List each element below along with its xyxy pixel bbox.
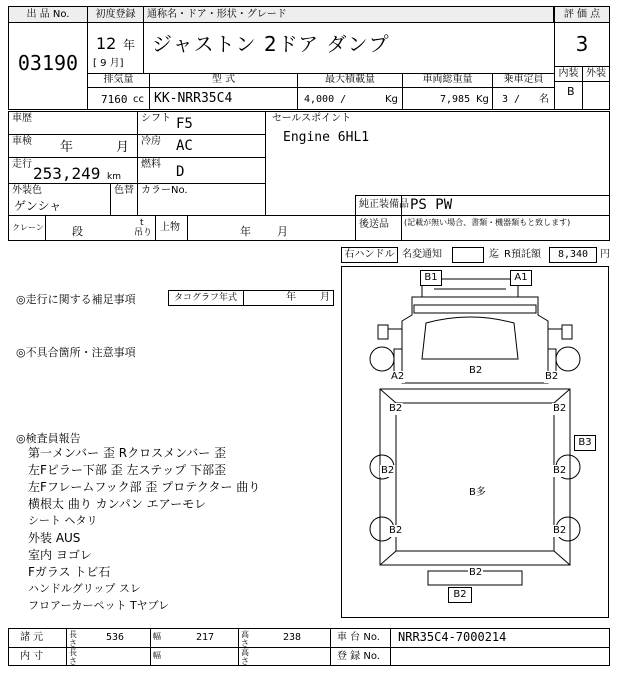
crane-label: クレーン [12,223,44,232]
crane-div-1 [45,216,46,240]
mirror-left-box [378,325,388,339]
shift-value: F5 [176,116,193,132]
tachograph-label: タコグラフ年式 [174,293,238,303]
label-b2-right-2: B2 [553,465,567,476]
report-line: Fガラス トビ石 [28,565,111,579]
displacement-value: 7160 [101,93,128,106]
color-div-1 [110,184,111,215]
label-b2-right-3: B2 [553,525,567,536]
report-line: 左Fピラー下部 歪 左ステップ 下部歪 [28,463,227,477]
windshield-top [414,305,536,313]
spec-div-2 [297,88,298,109]
meter-change-label: 名変通知 [402,249,442,260]
gross-weight-value: 7,985 [440,94,471,105]
meter-change-box [452,247,484,263]
rhd-flag: 右ハンドル [341,247,398,263]
truck-diagram [342,267,608,617]
spec-div-1 [149,88,150,109]
ext-color-label: 外装色 [12,185,42,196]
row-div-1 [9,134,265,135]
inspector-label: ◎検査員報告 [16,432,81,445]
bed-corner-1 [380,389,396,403]
footer-div-5 [390,629,391,665]
model-label: 型 式 [150,74,298,87]
bed-corner-2 [554,389,570,403]
report-lines [28,446,328,616]
tachograph-month: 月 [320,292,330,303]
color-change-label: 色替 [114,185,134,196]
label-b3: B3 [574,435,596,451]
length-label: 長さ [69,630,77,648]
ext-color-value: ゲンシャ [14,199,62,213]
equip-left-div [355,195,356,240]
shaku-label: 迄 [489,249,499,260]
height-value: 238 [283,632,302,643]
shift-label: シフト [141,113,171,124]
car-name: ジャストン 2ドア ダンプ [152,32,390,56]
label-b2-right-1: B2 [553,403,567,414]
capacity-unit: 名 [539,94,549,105]
reg-no-label: 登 録 No. [337,651,380,662]
defects-label: ◎不具合箇所・注意事項 [16,346,136,359]
label-b2-left-2: B2 [381,465,395,476]
max-load-value: 4,000 / [304,94,347,105]
model-value: KK-NRR35C4 [154,91,233,106]
in-height-label: 高さ [241,648,249,666]
label-a1: A1 [510,270,532,286]
driving-notes-label: ◎走行に関する補足事項 [16,293,136,306]
in-width-label: 幅 [153,651,161,660]
reg-year-unit: 年 [123,38,136,52]
grade-value: 3 [575,32,589,56]
label-b2-left-3: B2 [389,525,403,536]
label-b-many: B多 [469,487,486,498]
top-label: 上物 [160,222,180,233]
top-year: 年 [240,225,251,238]
retrofit-label: 後送品 [359,219,389,230]
report-line: フロアーカーペット Tヤブレ [28,599,170,612]
footer-div-1 [66,629,67,665]
gross-weight-label: 車両総重量 [403,74,493,87]
bed-corner-3 [380,551,396,565]
car-name-label: 通称名・ドア・形状・グレード [144,7,554,23]
report-line: ハンドルグリップ スレ [28,582,141,595]
footer-div-2 [150,629,151,665]
crane-hanging: 吊り [134,228,153,238]
fuel-value: D [176,164,185,180]
max-load-label: 最大積載量 [298,74,403,87]
exterior-label: 外装 [583,66,609,82]
sales-point-value: Engine 6HL1 [283,130,370,145]
label-b2-rear-box: B2 [448,587,472,603]
cargo-floor [396,403,554,551]
tacho-div [243,291,244,305]
row-div-2 [9,157,265,158]
spec-div-3 [402,88,403,109]
diagram-frame [341,266,609,618]
interior-dims-label: 内 寸 [20,651,44,662]
crane-t: t [140,218,144,228]
bed-corner-4 [554,551,570,565]
equip-line [355,195,609,196]
label-a2: A2 [391,371,405,382]
max-load-unit: Kg [385,94,398,105]
top-month: 月 [277,225,288,238]
details-mid-div [137,112,138,184]
front-right-wheel [556,347,580,371]
r-weight-value: 8,340 [549,247,597,263]
report-line: 外装 AUS [28,531,81,545]
tachograph-year: 年 [286,292,296,303]
equipment-label: 純正装備品 [359,199,409,210]
equipment-value: PS PW [410,197,453,213]
reg-divider [143,23,144,73]
width-value: 217 [196,632,215,643]
mileage-label: 走行 [12,159,32,170]
chassis-label: 車 台 No. [337,632,380,643]
label-b1: B1 [420,270,442,286]
r-weight-label: R預託額 [504,249,541,260]
reg-month: [ 9 月] [93,58,124,69]
inspection-year: 年 [60,140,74,155]
chassis-value: NRR35C4-7000214 [398,630,507,644]
reg-year: 12 [96,34,117,53]
ac-value: AC [176,138,193,154]
inspection-label: 車検 [12,136,32,147]
report-line: 左Fフレームフック部 歪 プロテクター 曲り [28,480,261,494]
interior-grade: B [555,82,583,109]
mirror-right-box [562,325,572,339]
ac-label: 冷房 [141,136,161,147]
label-b2-rear: B2 [469,567,483,578]
dims-label: 諸 元 [20,632,44,643]
report-line: 第一メンバー 歪 Rクロスメンバー 歪 [28,446,227,460]
details-left-div [265,112,266,215]
color-no-label: カラーNo. [141,185,188,196]
crane-div-3 [187,216,188,240]
spec-div-4 [492,88,493,109]
label-b2-front-right: B2 [545,371,559,382]
height-label: 高さ [241,630,249,648]
windshield-shape [422,317,518,359]
grade-label: 評 価 点 [555,7,609,23]
lot-no: 03190 [9,23,88,109]
report-line: シート ヘタリ [28,514,98,527]
in-length-label: 長さ [69,648,77,666]
footer-div-3 [238,629,239,665]
report-line: 横根太 曲り カンパン エアーモレ [28,497,207,511]
retrofit-note: (記載が無い場合、書類・機器類もと致します) [404,218,571,227]
report-line: 室内 ヨゴレ [28,548,92,562]
mileage-value: 253,249 [33,164,101,183]
cargo-bed [380,389,570,565]
gross-weight-unit: Kg [476,94,489,105]
displacement-unit: cc [133,94,144,105]
fuel-label: 燃料 [141,159,161,170]
color-div-2 [137,184,138,215]
front-left-wheel [370,347,394,371]
sales-point-label: セールスポイント [272,113,352,124]
mileage-unit: km [107,172,121,182]
crane-step: 段 [72,225,83,238]
crane-div-2 [155,216,156,240]
capacity-value: 3 / [502,94,521,105]
footer-row-div [9,647,609,648]
label-b2-left-1: B2 [389,403,403,414]
lot-no-label: 出 品 No. [9,7,88,23]
capacity-label: 乗車定員 [503,74,544,85]
r-weight-unit: 円 [600,249,610,260]
width-label: 幅 [153,632,161,641]
history-label: 車歴 [12,113,32,124]
label-b2-cab: B2 [469,365,483,376]
retrofit-line [356,215,609,216]
length-value: 536 [106,632,125,643]
first-reg-label: 初度登録 [88,7,144,23]
interior-label: 内装 [555,66,583,82]
footer-div-4 [330,629,331,665]
inspection-month: 月 [116,140,130,155]
displacement-label: 排気量 [88,74,150,87]
